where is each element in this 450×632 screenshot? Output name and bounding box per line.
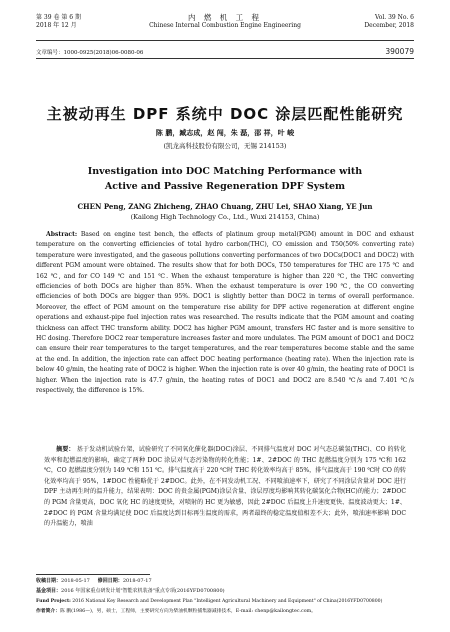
title-cn: 主被动再生 DPF 系统中 DOC 涂层匹配性能研究	[46, 105, 404, 123]
header-divider	[36, 58, 414, 59]
fund-cn-label: 基金项目：	[36, 588, 62, 594]
received-label: 收稿日期：	[36, 578, 62, 584]
abstract-en-text: Based on engine test bench, the effects of platinum group metal(PGM) amount in DOC and exhaust temperature on the converting efficiencies of total hydro carbon(THC), CO emission and T50(50% converting rate) temperature were investigated, and the gaseous pollutions converting performances of two DOCs(DOC1 and DOC2) with different PGM amount were obtained. The results show that for both DOCs, T50 temperatures for THC are 175 ℃ and 162 ℃, and for CO 149 ℃ and 151 ℃. When the exhaust temperature is higher than 220 ℃, the THC converting efficiencies of both DOCs are higher than 85%. When the exhaust temperature is over 190 ℃, the CO converting efficiencies of both DOCs are bigger than 95%. DOC1 is slightly better than DOC2 in terms of overall performance. Moreover, the effect of PGM amount on the temperature rise ability for DPF active regeneration at different engine operations and exhaust-pipe fuel injection rates was researched. The results indicate that the PGM amount and coating thickness can affect THC transform ability. DOC2 has higher PGM amount, transfers HC faster and is more sensitive to HC dosing. Therefore DOC2 rear temperature increases faster and more undulates. The PGM amount of DOC1 and DOC2 can ensure their rear temperatures to the target temperatures, and the rear temperatures become stable and the same at the end. In addition, the injection rate can affect DOC heating performance (heating rate). When the injection rate is below 40 g/min, the heating rate of DOC2 is higher. When the injection rate is over 40 g/min, the heating rate of DOC1 is higher. When the injection rate is 47.7 g/min, the heating rates of DOC1 and DOC2 are 8.540 ℃/s and 7.401 ℃/s respectively, the difference is 15%.	[36, 231, 414, 395]
authors-cn: 陈 鹏，臧志成，赵 闯，朱 磊，邵 祥，叶 峻	[155, 128, 295, 137]
fund-en-label: Fund Project:	[36, 599, 71, 604]
article-id: 390079	[385, 47, 414, 56]
doc-number: 文章编号：1000-0925(2018)06-0080-06	[36, 50, 144, 56]
footnote-author	[36, 607, 414, 616]
abstract-cn-label: 摘要：	[56, 446, 75, 453]
footnote-divider	[36, 574, 150, 575]
received-date: 2018-05-17	[61, 578, 90, 584]
affiliation-cn: (凯龙高科技股份有限公司，无锡 214153)	[163, 142, 287, 150]
authors-en: CHEN Peng, ZANG Zhicheng, ZHAO Chuang, ZHU Lei, SHAO Xiang, YE Jun	[77, 202, 373, 211]
footnote-fund-en	[36, 597, 414, 606]
affiliation-en: (Kailong High Technology Co., Ltd., Wuxi 214153, China)	[130, 213, 320, 221]
abstract-cn	[44, 445, 406, 530]
revised-date: 2018-07-17	[122, 578, 152, 584]
header-right	[364, 14, 414, 30]
author-label: 作者简介：	[36, 608, 60, 614]
journal-cn: 内 燃 机 工 程	[187, 13, 263, 22]
date-en: December, 2018	[364, 22, 414, 29]
footnote-dates	[36, 577, 414, 586]
footnote-fund-cn	[36, 587, 414, 596]
author-bio: 陈 鹏(1986—)，男，硕士，工程师，主要研究方向为柴油机颗粒捕集器减排技术，E-mail: chenp@kailongtec.com。	[60, 609, 316, 614]
date-cn: 2018 年 12 月	[36, 22, 77, 29]
abstract-en-label: Abstract:	[46, 231, 78, 238]
abstract-en	[36, 230, 414, 397]
revised-label: 修回日期：	[97, 578, 123, 584]
running-header	[36, 14, 414, 41]
volume-cn: 第 39 卷 第 6 期	[36, 14, 81, 21]
fund-en: 2016 National Key Research and Development Plan "Intelligent Agricultural Machinery and Equipment" of China(2016YFD0700800)	[72, 599, 383, 604]
volume-en: Vol. 39 No. 6	[374, 14, 414, 21]
journal-en: Chinese Internal Combustion Engine Engineering	[149, 22, 301, 29]
title-en: Investigation into DOC Matching Performance with Active and Passive Regeneration DPF System	[87, 166, 363, 192]
header-center	[36, 14, 414, 30]
abstract-cn-text: 基于发动机试验台架，试验研究了不同氧化催化器(DOC)涂层、不同排气温度对 DOC 对气态总碳氢(THC)、CO 的转化效率和起燃温度的影响，确定了两种 DOC 涂层对气态污染物的转化性能；1#、2#DOC 的 THC 起燃温度分别为 175 ℃和 162 ℃，CO 起燃温度分别为 149 ℃和 151 ℃。排气温度高于 220 ℃时 THC 转化效率均高于 85%，排气温度高于 190 ℃时 CO 的转化效率均高于 95%，1#DOC 性能略优于 2#DOC。此外，在不同发动机工况、不同喷油速率下，研究了不同涂层含量对 DOC 进行 DPF 主动再生时的温升能力，结果表明：DOC 的贵金属(PGM)涂层含量、涂层厚度均影响其转化碳氢化合物(HC)的能力；2#DOC 的 PGM 含量更高，DOC 氧化 HC 的速度更快，对喷射的 HC 更为敏感，因此 2#DOC 后温度上升速度更快、温度波动更大；1#、2#DOC 的 PGM 含量均满足使 DOC 后温度达到目标再生温度的需求，两者最终的稳定温度值相差不大；此外，喷油速率影响 DOC 的升温能力，喷油	[44, 446, 407, 528]
fund-cn: 2016 年国家重点研发计划"智能农机装备"重点专项(2016YFD0700800)	[61, 588, 225, 594]
